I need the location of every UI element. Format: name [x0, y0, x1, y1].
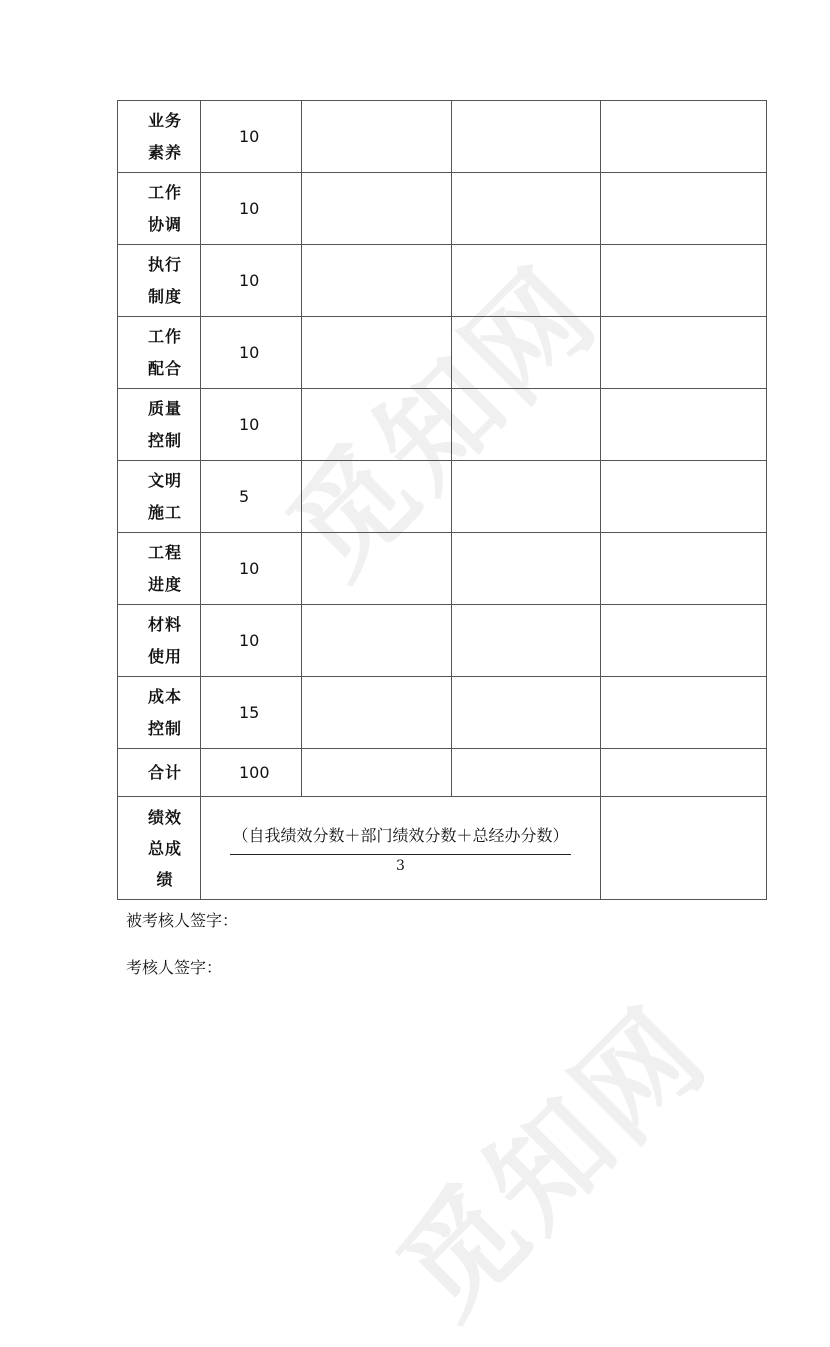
- item-label: 质量 控制: [118, 389, 201, 461]
- empty-cell: [302, 749, 452, 797]
- table-row: [118, 173, 767, 245]
- empty-cell: [452, 101, 601, 173]
- item-label: 成本 控制: [118, 677, 201, 749]
- empty-cell: [601, 389, 767, 461]
- item-score: 10: [201, 317, 302, 389]
- item-score: 10: [201, 173, 302, 245]
- item-label: 工作 协调: [118, 173, 201, 245]
- table-row: [118, 389, 767, 461]
- empty-cell: [601, 173, 767, 245]
- item-score: 15: [201, 677, 302, 749]
- empty-cell: [601, 245, 767, 317]
- watermark: 觅知网: [262, 241, 624, 603]
- watermark: 觅知网: [372, 981, 734, 1343]
- item-score: 10: [201, 605, 302, 677]
- empty-cell: [601, 533, 767, 605]
- empty-cell: [452, 605, 601, 677]
- empty-cell: [452, 317, 601, 389]
- item-score: 10: [201, 533, 302, 605]
- score-formula: [201, 797, 601, 900]
- final-row: [118, 797, 767, 900]
- empty-cell: [601, 317, 767, 389]
- empty-cell: [601, 749, 767, 797]
- empty-cell: [302, 173, 452, 245]
- empty-cell: [452, 461, 601, 533]
- item-label: 业务 素养: [118, 101, 201, 173]
- table-row: [118, 677, 767, 749]
- item-score: 10: [201, 245, 302, 317]
- item-label: 材料 使用: [118, 605, 201, 677]
- empty-cell: [601, 605, 767, 677]
- empty-cell: [452, 389, 601, 461]
- empty-cell: [302, 605, 452, 677]
- empty-cell: [601, 677, 767, 749]
- empty-cell: [302, 317, 452, 389]
- empty-cell: [452, 749, 601, 797]
- total-row: [118, 749, 767, 797]
- table-row: [118, 101, 767, 173]
- table-row: [118, 533, 767, 605]
- formula-denominator: 3: [396, 857, 405, 874]
- total-score: 100: [201, 749, 302, 797]
- empty-cell: [302, 461, 452, 533]
- empty-cell: [302, 101, 452, 173]
- empty-cell: [601, 461, 767, 533]
- item-label: 文明 施工: [118, 461, 201, 533]
- empty-cell: [302, 389, 452, 461]
- formula-numerator: （自我绩效分数＋部门绩效分数＋总经办分数）: [230, 823, 570, 855]
- item-label: 工程 进度: [118, 533, 201, 605]
- item-score: 10: [201, 101, 302, 173]
- item-label: 工作 配合: [118, 317, 201, 389]
- empty-cell: [302, 245, 452, 317]
- empty-cell: [302, 533, 452, 605]
- table-row: [118, 461, 767, 533]
- assessee-signature-label: 被考核人签字：: [126, 911, 239, 930]
- empty-cell: [452, 677, 601, 749]
- formula-fraction: [230, 823, 570, 874]
- table-row: [118, 245, 767, 317]
- assessor-signature-label: 考核人签字：: [126, 958, 223, 977]
- empty-cell: [302, 677, 452, 749]
- item-label: 执行 制度: [118, 245, 201, 317]
- empty-cell: [601, 797, 767, 900]
- table-row: [118, 317, 767, 389]
- empty-cell: [452, 245, 601, 317]
- performance-table: [117, 100, 767, 900]
- item-score: 10: [201, 389, 302, 461]
- total-label: 合计: [118, 749, 201, 797]
- empty-cell: [601, 101, 767, 173]
- empty-cell: [452, 533, 601, 605]
- table-row: [118, 605, 767, 677]
- empty-cell: [452, 173, 601, 245]
- final-label: 绩效 总成 绩: [118, 797, 201, 900]
- item-score: 5: [201, 461, 302, 533]
